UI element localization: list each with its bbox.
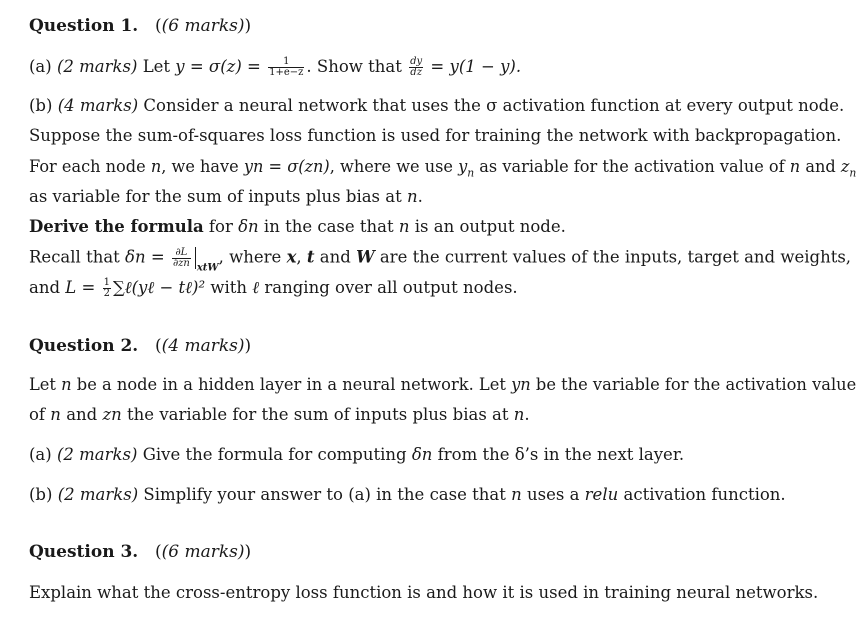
- q2b-line: (b) (2 marks) Simplify your answer to (a) in the case that n uses a relu activation function.: [29, 485, 786, 504]
- q2-title: Question 2.: [29, 336, 139, 356]
- partial-derivative-fraction: $\frac{\partial L}{\partial zn}$: [172, 246, 190, 269]
- q3-title: Question 3.: [29, 542, 139, 562]
- q1b-marks: (4 marks): [57, 96, 139, 115]
- q2-para-line2: of n and zn the variable for the sum of inputs plus bias at n.: [29, 405, 530, 424]
- q1-heading: Question 1. ((6 marks)): [29, 16, 252, 36]
- q2-marks: (4 marks): [161, 336, 245, 356]
- one-half-fraction: $\frac{1}{2}$: [103, 277, 110, 299]
- q1b-line2: Suppose the sum-of-squares loss function is used for training the network with backpropagation.: [29, 126, 842, 145]
- derive-formula-emphasis: Derive the formula: [29, 217, 204, 236]
- q1-title: Question 1.: [29, 16, 139, 36]
- q2a-marks: (2 marks): [56, 445, 138, 464]
- q2-para-line1: Let n be a node in a hidden layer in a neural network. Let yn be the variable for the activation value: [29, 375, 857, 394]
- q2-heading: Question 2. ((4 marks)): [29, 336, 252, 356]
- q3-heading: Question 3. ((6 marks)): [29, 542, 252, 562]
- q1b-line6: Recall that δn = $\frac{\partial L}{\partial zn}$ $_{xtW}$, where x, t and W are the current values of the inputs, target and weights,: [29, 246, 852, 274]
- sigmoid-fraction: $\frac{1}{1+e-z}$: [269, 56, 304, 78]
- q1b-line1: (b) (4 marks) Consider a neural network that uses the σ activation function at every output node.: [29, 96, 845, 115]
- q3-marks: (6 marks): [161, 542, 245, 562]
- q1a-marks: (2 marks): [56, 57, 138, 76]
- q1a-line: (a) (2 marks) Let y = σ(z) = $\frac{1}{1+e-z}$ . Show that $\frac{dy}{dz}$ = y(1 − y).: [29, 56, 522, 78]
- q2b-marks: (2 marks): [57, 485, 139, 504]
- q1b-line4: as variable for the sum of inputs plus bias at n.: [29, 187, 423, 206]
- q2a-line: (a) (2 marks) Give the formula for computing δn from the δ’s in the next layer.: [29, 445, 685, 464]
- q1b-line3: For each node n, we have yn = σ(zn), where we use $y_n$ as variable for the activation value of n and $z_n$: [29, 157, 857, 180]
- q3-text: Explain what the cross-entropy loss function is and how it is used in training neural networks.: [29, 583, 819, 602]
- derivative-fraction: $\frac{dy}{dz}$: [410, 56, 423, 78]
- q1-marks: (6 marks): [161, 16, 245, 36]
- q1b-line7: and L = $\frac{1}{2}$ ∑ℓ(yℓ − tℓ)² with ℓ ranging over all output nodes.: [29, 277, 518, 299]
- q1b-line5: Derive the formula for δn in the case that n is an output node.: [29, 217, 566, 236]
